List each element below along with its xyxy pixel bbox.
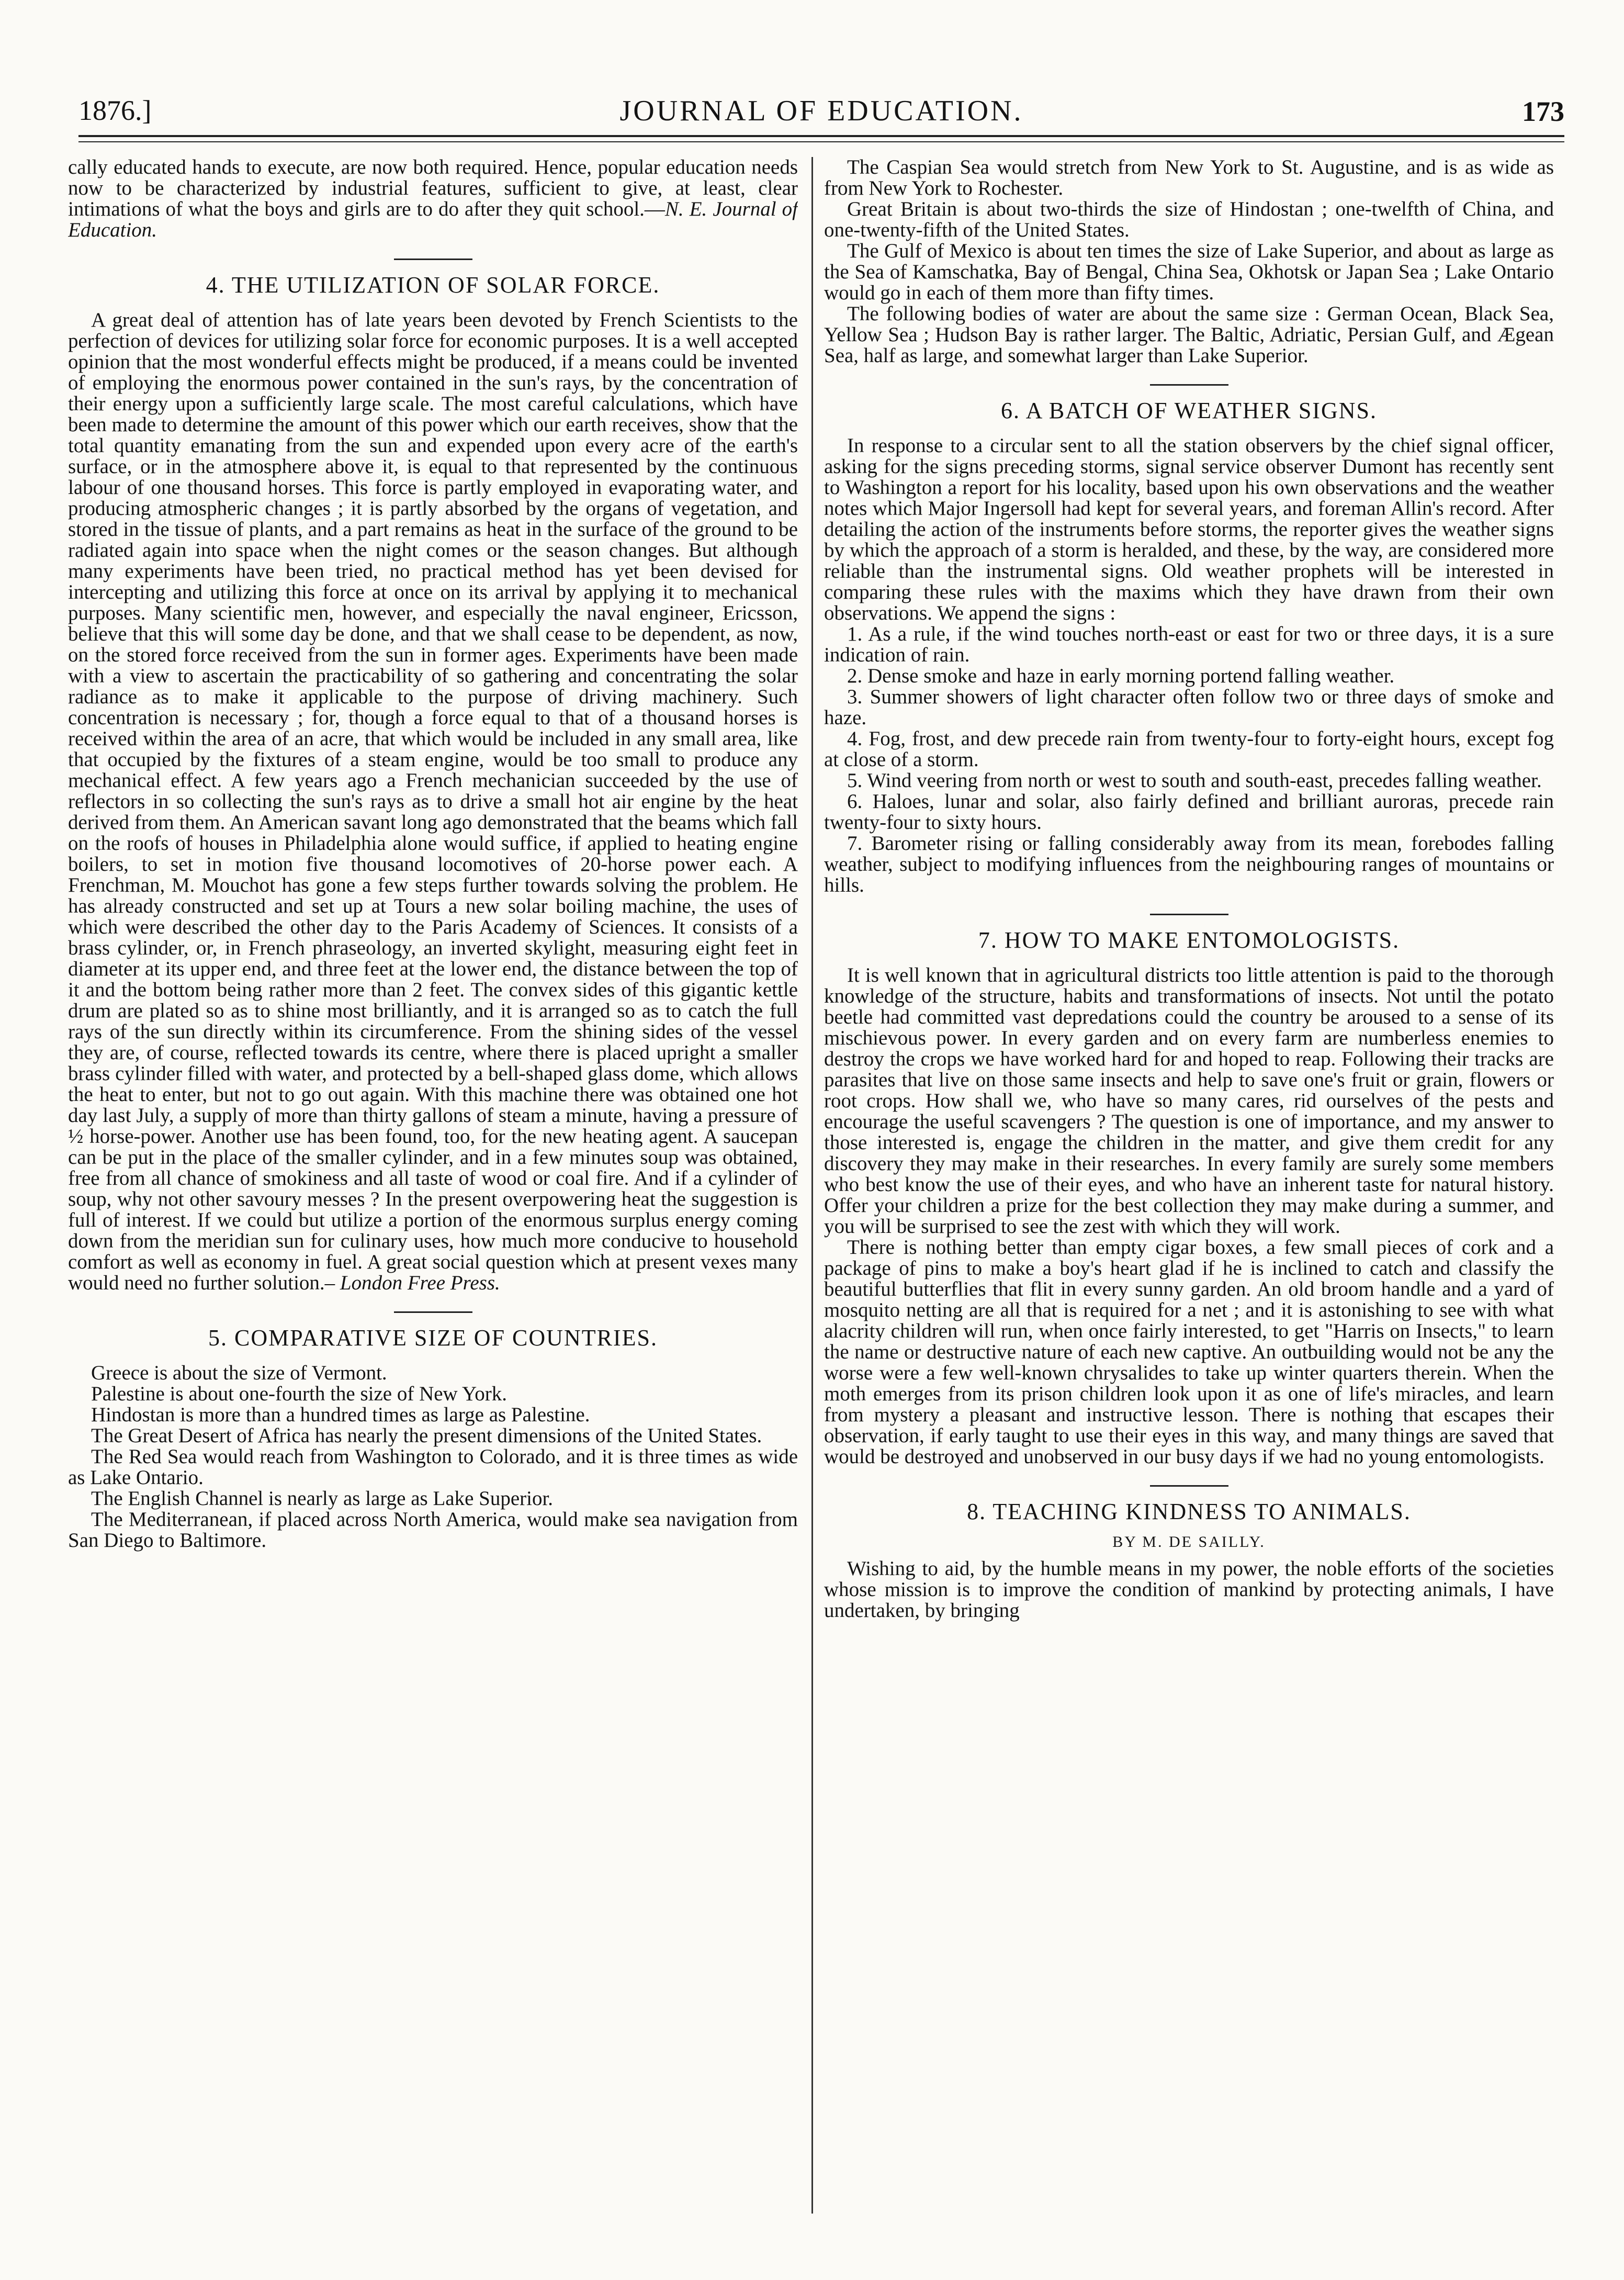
weather-sign: 3. Summer showers of light character often follow two or three days of smoke and haze. <box>824 686 1554 729</box>
country-item: The Mediterranean, if placed across North America, would make sea navigation from San Diego to Baltimore. <box>68 1508 798 1552</box>
section-7-paragraph: There is nothing better than empty cigar boxes, a few small pieces of cork and a package of pins to make a boy's heart glad if he is inclined to catch and classify the beautiful butterflies that flit in every sunny garden. An old broom handle and a yard of mosquito netting are all that is required for a net ; and it is astonishing to see with what alacrity children will run, when once fairly interested, to get "Harris on Insects," to learn the name or destructive nature of each new captive. An outbuilding would not be any the worse were a few well-known chrysalides to take up winter quarters therein. When the moth emerges from its prison children look upon it as one of life's miracles, and learn from mystery a pleasant and instructive lesson. There is nothing that escapes their observation, if early taught to use their eyes in this way, and many things are saved that would be destroyed and unobserved in our busy days if we had no young entomologists. <box>824 1236 1554 1468</box>
weather-sign: 1. As a rule, if the wind touches north-east or east for two or three days, it is a sure indication of rain. <box>824 623 1554 666</box>
weather-sign: 7. Barometer rising or falling considerably away from its mean, forebodes falling weather, subject to modifying influences from the neighbouring ranges of mountains or hills. <box>824 832 1554 896</box>
page-header <box>78 90 1564 148</box>
section-4-body <box>68 310 798 1294</box>
section-divider <box>1150 914 1228 915</box>
section-4-text: A great deal of attention has of late years been devoted by French Scientists to the perfection of devices for utilizing solar force for economic purposes. It is a well accepted opinion that the most wonderful effects might be produced, if a means could be invented of employing the enormous power contained in the sun's rays, by the concentration of their energy upon a sufficiently large scale. The most careful calculations, which have been made to determine the amount of this power which our earth receives, show that the total quantity emanating from the sun and expended upon every acre of the earth's surface, or in the atmosphere above it, is equal to that represented by the continuous labour of one thousand horses. This force is partly employed in evaporating water, and producing atmospheric changes ; it is partly absorbed by the organs of vegetation, and stored in the tissue of plants, and a part remains as heat in the surface of the ground to be radiated again into space when the night comes or the season changes. But although many experiments have been tried, no practical method has yet been devised for intercepting and utilizing this force at once on its arrival by applying it to mechanical purposes. Many scientific men, however, and especially the naval engineer, Ericsson, believe that this will some day be done, and that we shall cease to be dependent, as now, on the stored force received from the sun in former ages. Experiments have been made with a view to ascertain the practicability of so gathering and concentrating the solar radiance as to make it applicable to the purpose of driving machinery. Such concentration is necessary ; for, though a force equal to that of a thousand horses is received within the area of an acre, that which would be included in any small area, like that occupied by the fixtures of a steam engine, would be too small to produce any mechanical effect. A few years ago a French mechanician succeeded by the use of reflectors in so collecting the sun's rays as to drive a small hot air engine by the heat derived from them. An American savant long ago demonstrated that the beams which fall on the roofs of houses in Philadelphia alone would suffice, if applied to heating engine boilers, to set in motion five thousand locomotives of 20-horse power each. A Frenchman, M. Mouchot has gone a few steps further towards solving the problem. He has already constructed and set up at Tours a new solar boiling machine, the uses of which were described the other day to the Paris Academy of Sciences. It consists of a brass cylinder, or, in French phraseology, an inverted skylight, measuring eight feet in diameter at its upper end, and three feet at the lower end, the distance between the top of it and the bottom being rather more than 2 feet. The convex sides of this gigantic kettle drum are plated so as to shine most brilliantly, and it is arranged so as to catch the full rays of the sun directly within its circumference. From the shining sides of the vessel they are, of course, reflected towards its centre, where there is placed upright a smaller brass cylinder filled with water, and protected by a bell-shaped glass dome, which allows the heat to enter, but not to go out again. With this machine there was obtained one hot day last July, a supply of more than thirty gallons of steam a minute, having a pressure of ½ horse-power. Another use has been found, too, for the new heating agent. A saucepan can be put in the place of the smaller cylinder, and in a few minutes soup was obtained, free from all chance of smokiness and all taste of wood or coal fire. And if a cylinder of soup, why not other savoury messes ? In the present overpowering heat the suggestion is full of interest. If we could but utilize a portion of the enormous surplus energy coming down from the meridian sun for culinary uses, how much more conducive to household comfort as well as economy in fuel. A great social question which at present vexes many would need no further solution.– <box>68 309 798 1294</box>
page-number: 173 <box>1522 96 1564 127</box>
header-rule-thin <box>78 141 1564 142</box>
header-rule-thick <box>78 135 1564 137</box>
section-8-paragraph: Wishing to aid, by the humble means in my power, the noble efforts of the societies whose mission is to improve the condition of mankind by protecting animals, I have undertaken, by bringing <box>824 1557 1554 1622</box>
country-item: The following bodies of water are about the same size : German Ocean, Black Sea, Yellow Sea ; Hudson Bay is rather larger. The Baltic, Adriatic, Persian Gulf, and Ægean Sea, half as large, and somewhat larger than Lake Superior. <box>824 302 1554 367</box>
section-7-heading: 7. HOW TO MAKE ENTOMOLOGISTS. <box>978 927 1400 953</box>
country-item: Great Britain is about two-thirds the size of Hindostan ; one-twelfth of China, and one-twenty-fifth of the United States. <box>824 198 1554 241</box>
section-5-heading: 5. COMPARATIVE SIZE OF COUNTRIES. <box>208 1325 658 1351</box>
country-item: Hindostan is more than a hundred times as large as Palestine. <box>91 1403 590 1426</box>
section-divider <box>394 1311 472 1313</box>
section-divider <box>1150 1485 1228 1487</box>
country-item: The English Channel is nearly as large as Lake Superior. <box>91 1487 554 1510</box>
header-year: 1876.] <box>78 95 152 126</box>
country-item: Greece is about the size of Vermont. <box>91 1362 387 1384</box>
weather-sign: 4. Fog, frost, and dew precede rain from twenty-four to forty-eight hours, except fog at close of a storm. <box>824 727 1554 771</box>
weather-sign: 5. Wind veering from north or west to south and south-east, precedes falling weather. <box>847 769 1542 792</box>
intro-paragraph <box>68 157 798 241</box>
country-item: The Caspian Sea would stretch from New York to St. Augustine, and is as wide as from New York to Rochester. <box>824 157 1554 199</box>
intro-text: cally educated hands to execute, are now both required. Hence, popular education needs now to be characterized by industrial features, sufficient to give, at least, clear intimations of what the boys and girls are to do after they quit school.— <box>68 157 798 220</box>
weather-sign: 6. Haloes, lunar and solar, also fairly defined and brilliant auroras, precede rain twenty-four to sixty hours. <box>824 790 1554 834</box>
country-item: The Great Desert of Africa has nearly the present dimensions of the United States. <box>91 1424 762 1447</box>
journal-title: JOURNAL OF EDUCATION. <box>619 95 1023 127</box>
section-6-heading: 6. A BATCH OF WEATHER SIGNS. <box>1001 398 1377 423</box>
country-item: Palestine is about one-fourth the size of New York. <box>91 1383 508 1405</box>
section-8-byline: BY M. DE SAILLY. <box>1112 1533 1266 1551</box>
column-divider <box>811 157 813 2214</box>
section-8-heading: 8. TEACHING KINDNESS TO ANIMALS. <box>967 1499 1411 1524</box>
country-item: The Gulf of Mexico is about ten times the size of Lake Superior, and about as large as the Sea of Kamschatka, Bay of Bengal, China Sea, Okhotsk or Japan Sea ; Lake Ontario would go in each of them more than fifty times. <box>824 240 1554 304</box>
section-divider <box>394 259 472 260</box>
weather-sign: 2. Dense smoke and haze in early morning portend falling weather. <box>847 665 1395 687</box>
right-column <box>824 157 1554 2229</box>
country-item: The Red Sea would reach from Washington to Colorado, and it is three times as wide as Lake Ontario. <box>68 1445 798 1489</box>
section-6-intro: In response to a circular sent to all the station observers by the chief signal officer, asking for the signs preceding storms, signal service observer Dumont has recently sent to Washington a report for his locality, based upon his own observations and the weather notes which Major Ingersoll had kept for several years, and foreman Allin's record. After detailing the action of the instruments before storms, the reporter gives the weather signs by which the approach of a storm is heralded, and these, by the way, are considered more reliable than the instrumental signs. Old weather prophets will be interested in comparing these rules with the maxims which they have drawn from their own observations. We append the signs : <box>824 434 1554 624</box>
section-7-paragraph: It is well known that in agricultural districts too little attention is paid to the thorough knowledge of the structure, habits and transformations of insects. Not until the potato beetle had committed vast depredations could the country be aroused to a sense of its mischievous power. In every garden and on every farm are numberless enemies to destroy the crops we have worked hard for and hoped to reap. Following their tracks are parasites that live on those same insects and help to save one's fruit or grain, flowers or root crops. How shall we, who have so many cares, rid ourselves of the pests and encourage the useful scavengers ? The question is one of importance, and my answer to those interested is, engage the children in the matter, and give them credit for any discovery they may make in their researches. In every family are surely some members who best know the use of their eyes, and who have an inherent taste for natural history. Offer your children a prize for the best collection they may make during a summer, and you will be surprised to see the zest with which they will work. <box>824 964 1554 1238</box>
left-column <box>68 157 798 2229</box>
section-4-source: London Free Press. <box>340 1272 500 1294</box>
section-4-heading: 4. THE UTILIZATION OF SOLAR FORCE. <box>206 272 660 298</box>
section-divider <box>1150 384 1228 386</box>
intro-source: N. E. Journal of Education. <box>68 198 798 241</box>
